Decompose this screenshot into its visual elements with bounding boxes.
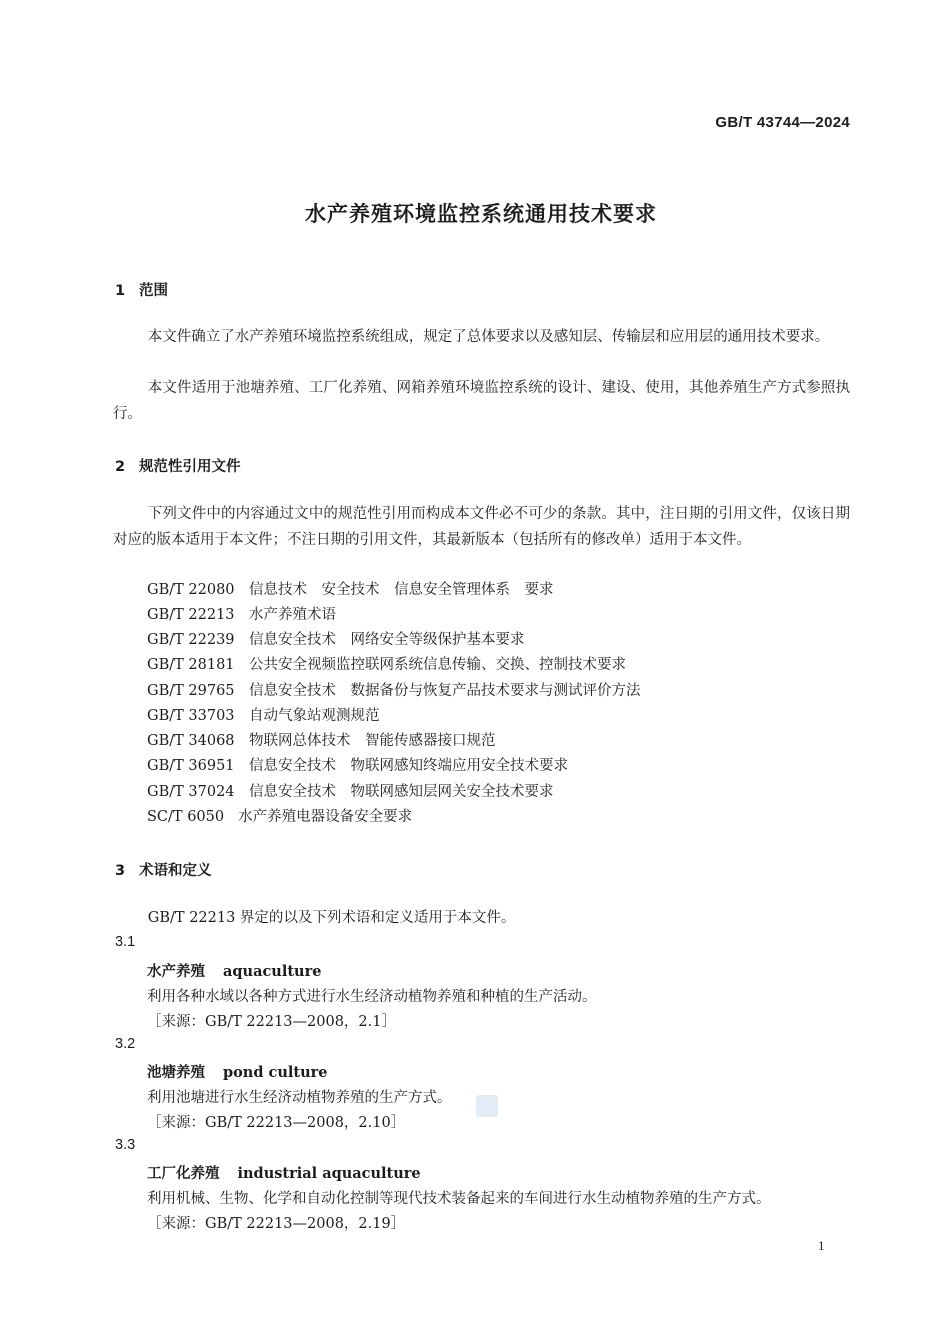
reference-title: 物联网总体技术 智能传感器接口规范 xyxy=(249,733,496,749)
reference-title: 信息安全技术 物联网感知终端应用安全技术要求 xyxy=(249,758,568,774)
watermark-mark xyxy=(476,1095,498,1117)
reference-item xyxy=(147,756,568,776)
term-name xyxy=(147,960,321,981)
reference-code: GB/T 37024 xyxy=(147,784,235,800)
reference-title: 公共安全视频监控联网系统信息传输、交换、控制技术要求 xyxy=(249,657,626,673)
term-number: 3.3 xyxy=(115,1137,136,1153)
term-number: 3.2 xyxy=(115,1036,136,1052)
reference-title: 信息安全技术 物联网感知层网关安全技术要求 xyxy=(249,784,554,800)
reference-code: GB/T 34068 xyxy=(147,733,235,749)
page-number: 1 xyxy=(818,1238,825,1253)
reference-item xyxy=(147,630,525,650)
term-name-en: aquaculture xyxy=(223,963,322,980)
paragraph: GB/T 22213 界定的以及下列术语和定义适用于本文件。 xyxy=(147,910,516,926)
term-name-en: industrial aquaculture xyxy=(237,1165,421,1182)
reference-item xyxy=(147,782,554,802)
term-name-zh: 池塘养殖 xyxy=(147,1065,205,1081)
section-heading-terms-definitions xyxy=(115,859,212,880)
section-title: 范围 xyxy=(139,283,168,299)
reference-code: GB/T 22213 xyxy=(147,607,235,623)
term-source: ［来源：GB/T 22213—2008，2.19］ xyxy=(147,1216,406,1232)
reference-title: 水产养殖术语 xyxy=(249,607,336,623)
reference-title: 水产养殖电器设备安全要求 xyxy=(238,809,413,825)
term-definition: 利用池塘进行水生经济动植物养殖的生产方式。 xyxy=(147,1090,452,1106)
term-name-zh: 水产养殖 xyxy=(147,964,205,980)
reference-code: GB/T 28181 xyxy=(147,657,235,673)
reference-code: SC/T 6050 xyxy=(147,809,225,825)
term-name xyxy=(147,1162,421,1183)
reference-item xyxy=(147,681,641,701)
term-number: 3.1 xyxy=(115,934,136,950)
paragraph: 本文件确立了水产养殖环境监控系统组成，规定了总体要求以及感知层、传输层和应用层的通用技术要求。 xyxy=(147,329,830,345)
standard-number: GB/T 43744—2024 xyxy=(715,114,850,131)
reference-item xyxy=(147,580,554,600)
reference-item xyxy=(147,807,412,827)
reference-title: 信息安全技术 数据备份与恢复产品技术要求与测试评价方法 xyxy=(249,683,641,699)
reference-item xyxy=(147,731,496,751)
reference-code: GB/T 22239 xyxy=(147,632,235,648)
term-definition: 利用各种水域以各种方式进行水生经济动植物养殖和种植的生产活动。 xyxy=(147,989,597,1005)
paragraph: 下列文件中的内容通过文中的规范性引用而构成本文件必不可少的条款。其中，注日期的引用文件，仅该日期对应的版本适用于本文件；不注日期的引用文件，其最新版本（包括所有的修改单）适用于本文件。 xyxy=(113,506,850,548)
reference-item xyxy=(147,655,626,675)
term-source: ［来源：GB/T 22213—2008，2.1］ xyxy=(147,1014,396,1030)
reference-item xyxy=(147,605,336,625)
reference-item xyxy=(147,706,380,726)
term-name-zh: 工厂化养殖 xyxy=(147,1166,220,1182)
term-source: ［来源：GB/T 22213—2008，2.10］ xyxy=(147,1115,406,1131)
reference-code: GB/T 33703 xyxy=(147,708,235,724)
term-name xyxy=(147,1061,328,1082)
section-title: 术语和定义 xyxy=(139,863,212,879)
section-number: 2 xyxy=(115,459,126,475)
term-definition: 利用机械、生物、化学和自动化控制等现代技术装备起来的车间进行水生动植物养殖的生产方式。 xyxy=(147,1191,771,1207)
document-title: 水产养殖环境监控系统通用技术要求 xyxy=(305,202,657,226)
reference-code: GB/T 29765 xyxy=(147,683,235,699)
reference-title: 信息技术 安全技术 信息安全管理体系 要求 xyxy=(249,582,554,598)
section-heading-scope xyxy=(115,279,168,300)
section-title: 规范性引用文件 xyxy=(139,459,241,475)
section-number: 3 xyxy=(115,863,126,879)
section-heading-normative-references xyxy=(115,455,241,476)
section-number: 1 xyxy=(115,283,126,299)
term-name-en: pond culture xyxy=(223,1064,328,1081)
reference-title: 信息安全技术 网络安全等级保护基本要求 xyxy=(249,632,525,648)
paragraph: 本文件适用于池塘养殖、工厂化养殖、网箱养殖环境监控系统的设计、建设、使用，其他养殖生产方式参照执行。 xyxy=(113,380,850,422)
reference-code: GB/T 36951 xyxy=(147,758,235,774)
reference-title: 自动气象站观测规范 xyxy=(249,708,380,724)
reference-code: GB/T 22080 xyxy=(147,582,235,598)
